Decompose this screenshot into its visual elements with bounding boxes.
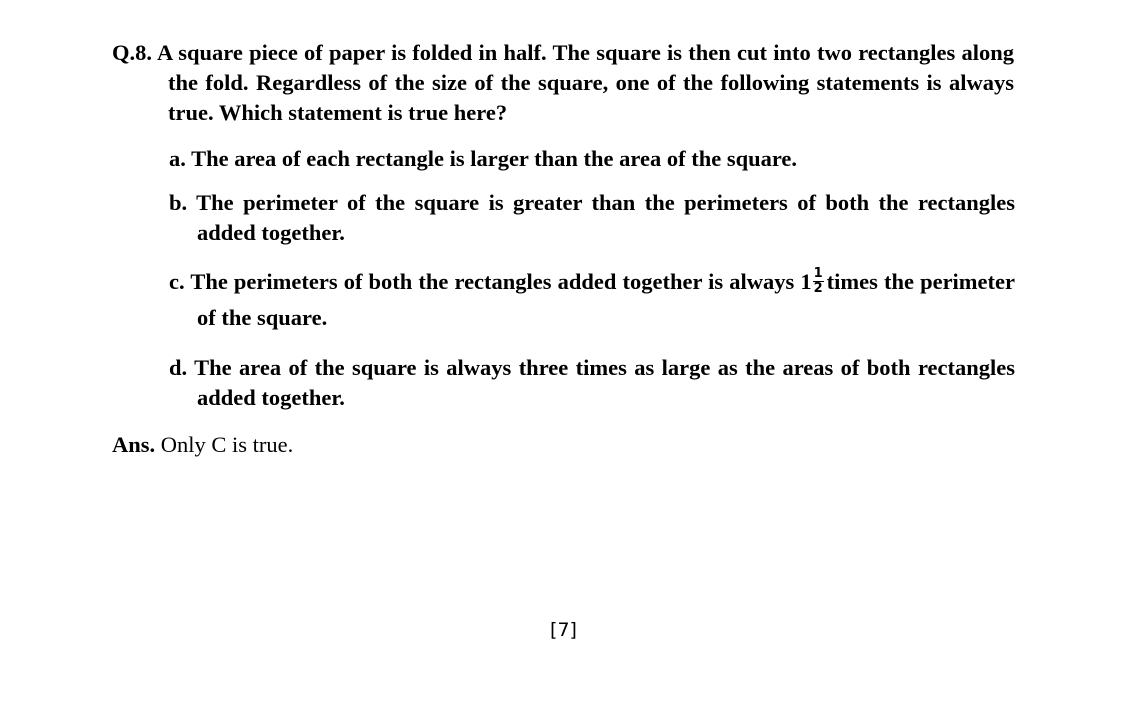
option-text: The area of each rectangle is larger than the area of the square. [191, 146, 798, 171]
option-label: b. [169, 190, 188, 215]
option-a [169, 144, 1015, 174]
option-text: The area of the square is always three times as large as the areas of both rectangles added together. [194, 355, 1015, 410]
mixed-number-whole: 1 [800, 269, 812, 294]
question-number: Q.8. [112, 40, 153, 65]
option-text-after: times the perimeter of the square. [197, 269, 1015, 330]
answer-text: Only C is true. [160, 432, 294, 457]
answer-line [112, 430, 293, 460]
option-label: d. [169, 355, 188, 380]
option-text: The perimeter of the square is greater than the perimeters of both the rectangles added together. [196, 190, 1016, 245]
question-block [112, 38, 1014, 128]
option-label: c. [169, 269, 185, 294]
option-d [169, 353, 1015, 413]
fraction-numerator: 1 [813, 266, 823, 282]
question-text: A square piece of paper is folded in half. The square is then cut into two rectangles along the fold. Regardless of the size of the square, one of the following statements is always true. Which statement is true here? [157, 40, 1014, 125]
option-text-before: The perimeters of both the rectangles added together is always [190, 269, 795, 294]
page-number: [7] [550, 619, 577, 641]
fraction [813, 267, 824, 296]
answer-label: Ans. [112, 432, 156, 457]
option-b [169, 188, 1015, 248]
option-c [169, 264, 1015, 336]
option-label: a. [169, 146, 186, 171]
fraction-denominator: 2 [813, 281, 823, 297]
